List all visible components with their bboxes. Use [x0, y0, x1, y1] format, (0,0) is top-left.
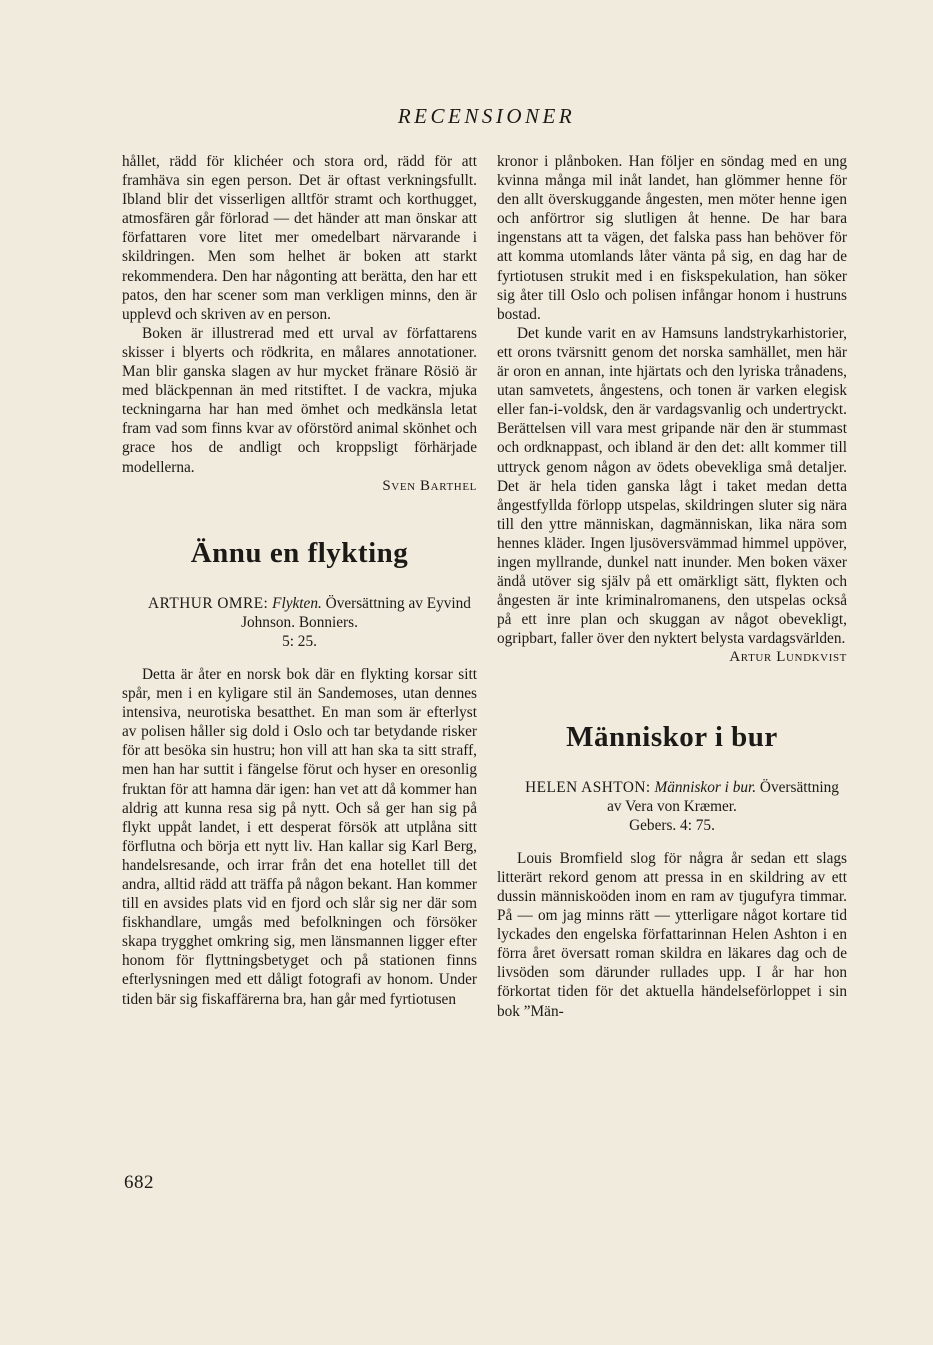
book-publisher-price: Gebers. 4: 75.: [629, 816, 715, 834]
page-number: 682: [124, 1172, 154, 1193]
running-head: RECENSIONER: [397, 104, 576, 128]
review-body-omre-paragraph-2: Det kunde varit en av Hamsuns landstrykarhistorier, ett orons tvärsnitt genom det norska samhället, men här är oron en annan, inte hjärtats och den lyriska trånadens, utan samvetets, ångestens, och tonen är varken elegisk eller fan-i-voldsk, den är vardagsvanlig och undertryckt. Berättelsen vill vara mest gripande när den är stummast och ordknappast, och ibland är den det: allt kommer till uttryck genom någon av ödets obevekliga små detaljer. Det är hela tiden ganska lågt i taket medan detta ångestfyllda förlopp utspelas, skildringen sluter sig nära till den yttre människan, dagmänniskan, lika nära som hennes kläder. Ingen ljusöversvämmad himmel uppöver, ingen myllrande, dunkel natt inunder. Men boken växer ändå utöver sig själv på ett omärkligt sätt, flykten och ångesten är inte kriminalromanens, den utspelas också på ett inre plan och skuggan av något obevekligt, ogripbart, faller över den nyktert belysta vardagsvärlden.: [497, 324, 847, 648]
book-details: Översättning av Eyvind Johnson. Bonniers.: [241, 594, 471, 631]
bibliography-ashton: [497, 778, 847, 835]
left-column: [122, 152, 477, 1009]
book-author: ARTHUR OMRE:: [148, 594, 269, 612]
book-price: 5: 25.: [282, 632, 317, 650]
review-body-ashton: Louis Bromfield slog för några år sedan ett slags litterärt rekord genom att pressa in en skildring av ett dussin människoöden inom en ram av tjugufyra timmar. På — om jag minns rätt — ytterligare något kortare tid lyckades den engelska författarinnan Helen Ashton i en förra året översatt roman skildra en läkares dag och de livsöden som därunder rullades upp. I år har hon förkortat tiden för det aktuella händelseförloppet i sin bok ”Män-: [497, 849, 847, 1020]
review-title-annu-en-flykting: Ännu en flykting: [190, 536, 409, 569]
review-body-omre-continued: kronor i plånboken. Han följer en söndag med en ung kvinna många mil inåt landet, han glömmer henne för den allt överskuggande ångesten, men möter henne igen och anförtror sig slutligen åt henne. De har bara ingenstans att ta vägen, det falska pass han behöver för att komma utomlands låter vänta på sig, en dag har de fyrtiotusen strukit med i en fiskspekulation, han söker sig åter till Oslo och polisen infångar honom i hustruns bostad.: [497, 153, 847, 323]
signature-sven-barthel: Sven Barthel: [382, 477, 477, 494]
continued-paragraph-2: Boken är illustrerad med ett urval av författarens skisser i blyerts och rödkrita, en målares annotationer. Man blir ganska slagen av hur mycket fränare Rösiö är med bläckpennan än med ritstiftet. I de vackra, mjuka teckningarna har han med ömhet och medkänsla letat fram vad som finns kvar av oförstörd animal skönhet och grace hos de andligt och kroppsligt förhärjade modellerna.: [122, 324, 477, 476]
signature-artur-lundkvist: Artur Lundkvist: [729, 649, 847, 666]
bibliography-omre: [122, 594, 477, 651]
review-title-manniskor-i-bur: Människor i bur: [566, 720, 778, 753]
continued-paragraph: hållet, rädd för klichéer och stora ord, rädd för att framhäva sin egen person. Det är oftast verkningsfullt. Ibland blir det visserligen alltför stramt och korthugget, atmosfären går förlorad — det händer att man önskar att författaren vore litet mer omedelbart närvarande i skildringen. Men som helhet är boken att starkt rekommendera. Den har någonting att berätta, den har ett patos, den har scener som man verkligen minns, den är upplevd och skriven av en person.: [122, 153, 477, 323]
book-title: Människor i bur.: [654, 778, 757, 796]
book-title: Flykten.: [272, 594, 322, 612]
review-body-omre: Detta är åter en norsk bok där en flykting korsar sitt spår, men i en kyligare stil än Sandemoses, utan dennes intensiva, neurotiska besatthet. En man som är efterlyst av polisen håller sig dold i Oslo och tar betydande risker för att besöka sin hustru; hon vill att han ska ta sitt straff, men han har suttit i fängelse förut och hyser en oresonlig fruktan för att hamna där igen: han vet att då kommer han aldrig att kunna resa sig på nytt. Och så ger han sig på flykt uppåt landet, i ett desperat försök att utplåna sitt förflutna och börja ett nytt liv. Han kallar sig Karl Berg, handelsresande, och irrar från det ena hotellet till det andra, alltid rädd att träffa på någon bekant. Han kommer till en avsides plats vid en fjord och slår sig ner där som fiskhandlare, umgås med befolkningen och försöker skapa trygghet omkring sig, men länsmannen ligger efter honom för flyttningsbetyget och på stationen finns efterlysningen med ett dåligt fotografi av honom. Under tiden bär sig fiskaffärerna bra, han går med fyrtiotusen: [122, 665, 477, 1008]
book-details: Översättning av Vera von Kræmer.: [607, 778, 839, 815]
right-column: [497, 152, 847, 1021]
book-author: HELEN ASHTON:: [525, 778, 651, 796]
